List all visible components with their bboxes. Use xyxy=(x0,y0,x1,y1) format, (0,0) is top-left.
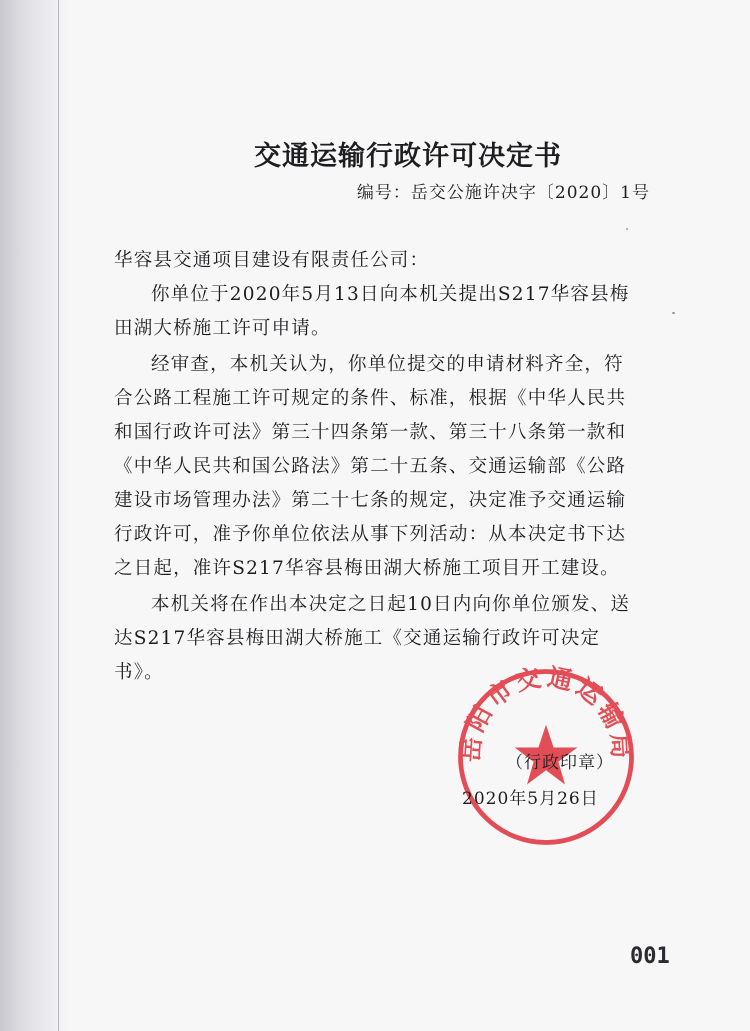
scan-speck xyxy=(626,228,628,230)
document-title: 交通运输行政许可决定书 xyxy=(254,141,562,172)
page-number: 001 xyxy=(630,944,670,969)
seal-text: 岳阳市交通运输局 xyxy=(455,662,637,763)
binding-edge xyxy=(58,0,59,1031)
paragraph-application: 你单位于2020年5月13日向本机关提出S217华容县梅田湖大桥施工许可申请。 xyxy=(114,284,630,339)
recipient-line: 华容县交通项目建设有限责任公司： xyxy=(114,250,430,271)
scan-speck xyxy=(672,312,675,314)
page-binding-shadow xyxy=(0,0,70,1031)
document-number: 编号：岳交公施许决字〔2020〕1号 xyxy=(356,183,650,203)
document-page xyxy=(66,0,750,1031)
issue-date: 2020年5月26日 xyxy=(462,789,599,809)
stamp-label: （行政印章） xyxy=(506,753,614,773)
paragraph-delivery: 本机关将在作出本决定之日起10日内向你单位颁发、送达S217华容县梅田湖大桥施工《交通运输行政许可决定书》。 xyxy=(114,594,631,683)
paragraph-decision: 经审查，本机关认为，你单位提交的申请材料齐全，符合公路工程施工许可规定的条件、标准，根据《中华人民共和国行政许可法》第三十四条第一款、第三十八条第一款和《中华人民共和国公路法》第二十五条、交通运输部《公路建设市场管理办法》第二十七条的规定，决定准予交通运输行政许可，准予你单位依法从事下列活动：从本决定书下达之日起，准许S217华容县梅田湖大桥施工项目开工建设。 xyxy=(114,354,627,579)
document-body xyxy=(114,244,634,690)
